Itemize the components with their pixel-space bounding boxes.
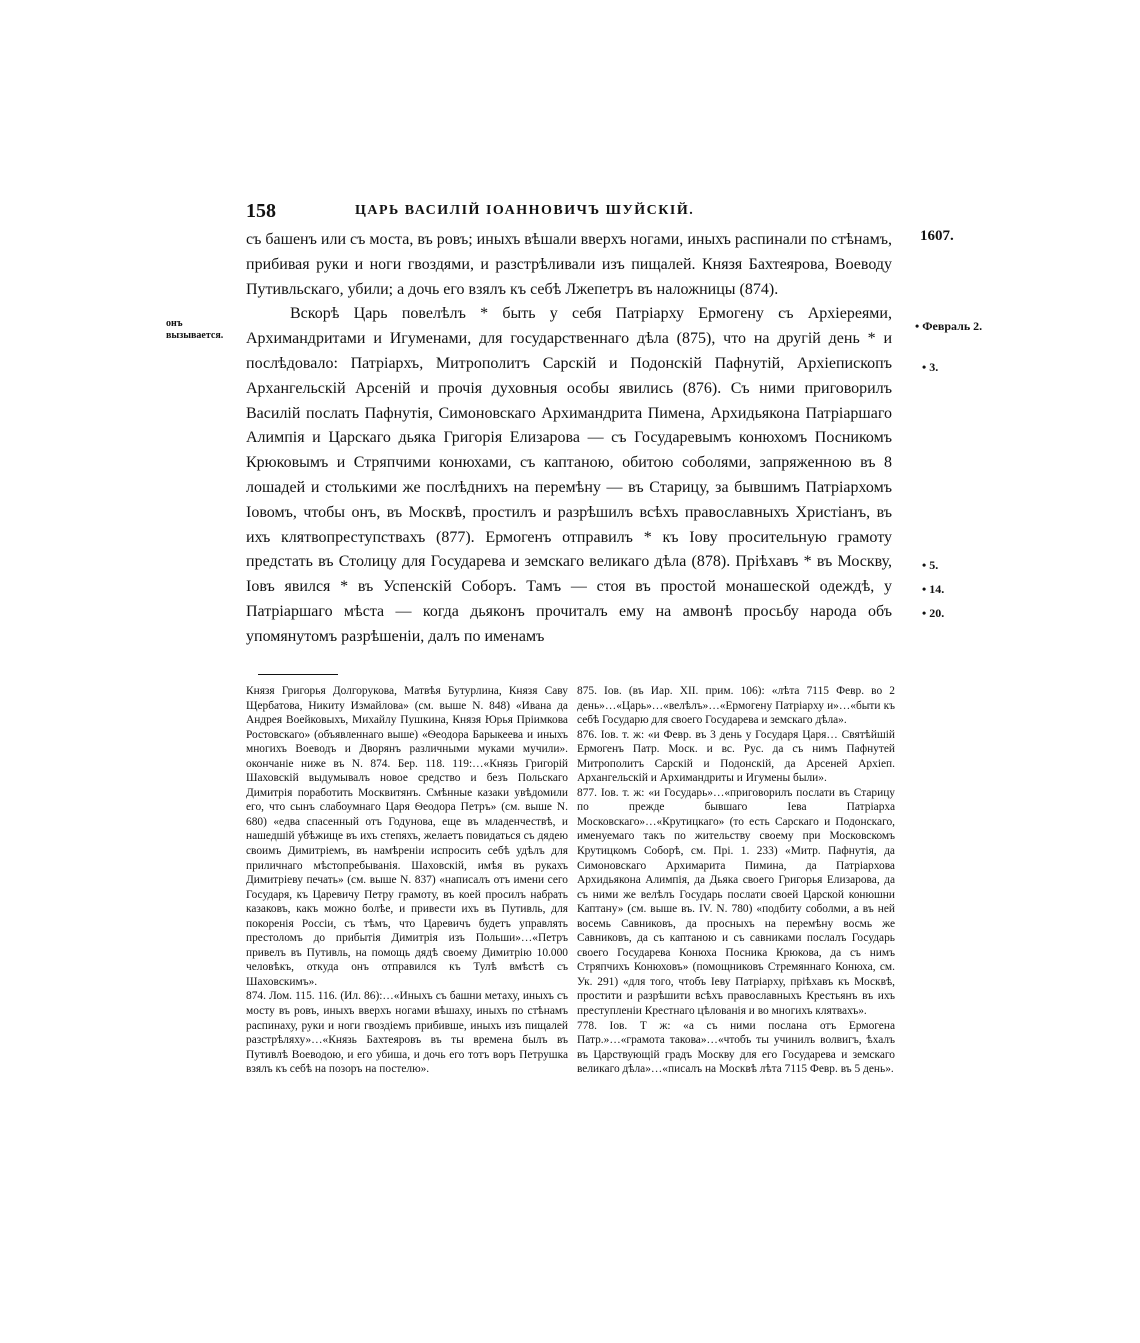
footnote-continued: Князя Григорья Долгорукова, Матвѣя Бутурлина, Князя Саву Щербатова, Никиту Измайлова» (см. выше N. 848) «Ивана да Андрея Воейковыхъ, Михайлу Пушкина, Князя Юрья Пріимкова Ростовскаго» (объявленнаго выше) «Ѳеодора Барыкеева и иныхъ многихъ Воеводъ и Дворянъ различными муками мучили». окончаніе ниже въ N. 874. Бер. 118. 119:…«Князь Григорій Шаховскій выдумывалъ новое средство и безъ Польскаго Димитрія поработить Москвитянъ. Смѣнные казаки увѣдомили его, что сынъ слабоумнаго Царя Ѳеодора Петръ» (см. выше N. 680) «едва спасенный отъ Годунова, еще въ младенчествѣ, и нашедшій убѣжище въ ихъ степяхъ, желаетъ повидаться съ дядею своимъ Димитріемъ, въ намѣреніи испросить себѣ удѣлъ для приличнаго мѣстопребыванія. Шаховскій, имѣя въ рукахъ Димитріеву печать» (см. выше N. 837) «написалъ отъ имени сего Государя, къ Царевичу Петру грамоту, въ коей просилъ набрать казаковъ, какъ можно болѣе, и привести ихъ въ Путивль, для покоренія Россіи, съ тѣмъ, что Царевичъ будетъ управлять престоломъ до прибытія Димитрія изъ Польши»…«Петръ привелъ въ Путивль, на помощь дядѣ своему Димитрію 10.000 человѣкъ, откуда онъ отправился къ Тулѣ вмѣстѣ съ Шаховскимъ». (246, 685, 568, 988)
main-text (246, 228, 892, 650)
margin-date-3: • 3. (922, 360, 939, 374)
main-paragraph-1: съ башенъ или съ моста, въ ровъ; иныхъ вѣшали вверхъ ногами, иныхъ распинали по стѣнамъ, прибивая руки и ноги гвоздями, и разстрѣливали изъ пищалей. Князя Бахтеярова, Воеводу Путивльскаго, убили; а дочь его взялъ къ себѣ Лжепетръ въ наложницы (874). (246, 231, 892, 298)
margin-year: 1607. (920, 228, 954, 244)
footnote-877: 877. Іов. т. ж: «и Государь»…«приговорилъ послати въ Старицу по прежде бывшаго Іева Патріарха Московскаго»…«Крутицкаго» (то есть Сарскаго и Подонскаго, именуемаго такъ по жительству своему при Московскомъ Крутицкомъ Соборѣ, см. Прі. 1. 233) «Митр. Пафнутія, да Симоновскаго Архимарита Пимина, да Патріархова Архидьякона Алимпія, да Дьяка своего Григорья Елизарова, да съ ними же велѣлъ Государь послати своей Царской конюшни Каптану» (см. выше въ. IV. N. 780) «подбиту соболми, а въ ней восемь Савниковъ, да просныхъ на перемѣну восмь же Савниковъ, да съ каптаною и съ савниками послалъ Государь своего Государева Конюха Посника Крюкова, да съ нимъ Стряпчихъ Конюховъ» (помощниковъ Стремяннаго Конюха, см. Ук. 291) «для того, чтобъ Іеву Патріарху, пріѣхавъ къ Москвѣ, простити и разрѣшити всѣхъ православныхъ Крестьянъ въ ихъ преступленіи Крестнаго цѣлованія и во многихъ клятвахъ». (577, 786, 895, 1018)
margin-date-20: • 20. (922, 606, 945, 620)
margin-date-5: • 5. (922, 558, 939, 572)
margin-date-14: • 14. (922, 582, 945, 596)
footnote-874: 874. Лом. 115. 116. (Ил. 86):…«Иныхъ съ башни метаху, иныхъ съ мосту въ ровъ, иныхъ вверхъ ногами вѣшаху, иныхъ по стѣнамъ распинаху, руки и ноги гвоздіемъ прибивше, иныхъ изъ пищалей разстрѣляху»…«Князь Бахтеяровъ въ ты времена былъ въ Путивлѣ Воеводою, и его убиша, и дочь его тотъ воръ Петрушка взялъ къ себѣ на позоръ на постелю». (246, 990, 568, 1076)
margin-date-feb-2: • Февраль 2. (915, 319, 983, 333)
page-number: 158 (246, 200, 276, 222)
running-title: ЦАРЬ ВАСИЛІЙ ІОАННОВИЧЪ ШУЙСКІЙ. (355, 203, 695, 218)
footnote-rule (258, 674, 338, 675)
footnote-876: 876. Іов. т. ж: «и Февр. въ 3 день у Государя Царя… Святѣйшій Ермогенъ Патр. Моск. и вс. Рус. да съ нимъ Пафнутей Митрополитъ Сарскій и Подонскій, да Арсеней Архіеп. Архангельскій и Архимандриты и Игумены были». (577, 728, 895, 785)
margin-note-left: онъ вызывается. (166, 318, 224, 341)
footnote-878: 778. Іов. Т ж: «а съ ними послана отъ Ермогена Патр.»…«грамота такова»…«чтобъ ты учинилъ волвигъ, ѣхалъ въ Царствующій градъ Москву для его Государева и земскаго великаго дѣла»…«писалъ на Москвѣ лѣта 7115 Февр. въ 5 день». (577, 1019, 895, 1076)
footnotes-left-column (246, 684, 568, 1077)
footnote-875: 875. Іов. (въ Иар. XII. прим. 106): «лѣта 7115 Февр. во 2 день»…«Царь»…«велѣлъ»…«Ермогену Патріарху и»…«быти къ себѣ Государю для своего Государева и земскаго дѣла». (577, 685, 895, 727)
main-paragraph-2: Вскорѣ Царь повелѣлъ * быть у себя Патріарху Ермогену съ Архіереями, Архимандритами и Игуменами, для государственнаго дѣла (875), что на другій день * и послѣдовало: Патріархъ, Митрополитъ Сарскій и Подонскій Пафнутій, Архіепископъ Архангельскій Арсеній и прочія духовныя особы явились (876). Съ ними приговорилъ Василій послать Пафнутія, Симоновскаго Архимандрита Пимена, Архидьякона Патріаршаго Алимпія и Царскаго дьяка Григорія Елизарова — съ Государевымъ конюхомъ Посникомъ Крюковымъ и Стряпчими конюхами, съ каптаною, обитою соболями, запряженною въ 8 лошадей и столькими же послѣднихъ на перемѣну — въ Старицу, за бывшимъ Патріархомъ Іовомъ, чтобы онъ, въ Москвѣ, простилъ и разрѣшилъ всѣхъ православныхъ Христіанъ, въ ихъ клятвопреступствахъ (877). Ермогенъ отправилъ * къ Іову просительную грамоту предстать въ Столицу для Государева и земскаго великаго дѣла (878). Пріѣхавъ * въ Москву, Іовъ явился * въ Успенскій Соборъ. Тамъ — стоя въ простой монашеской одеждѣ, у Патріаршаго мѣста — когда дьяконъ прочиталъ ему на амвонѣ просьбу народа объ упомянутомъ разрѣшеніи, далъ по именамъ (246, 305, 892, 645)
footnotes-right-column (577, 684, 895, 1077)
